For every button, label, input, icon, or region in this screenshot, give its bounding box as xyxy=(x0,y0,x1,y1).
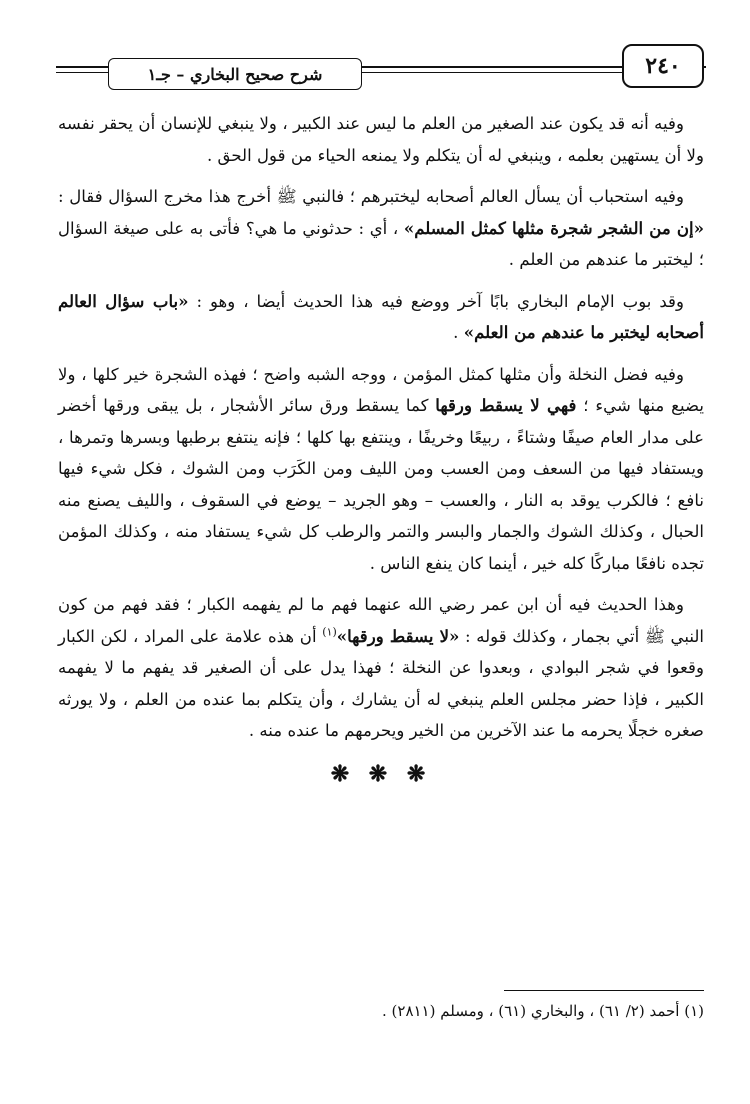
footnote-rule xyxy=(504,990,704,991)
paragraph-4-text-a: وفيه فضل النخلة وأن مثلها كمثل المؤمن ، ووجه الشبه واضح ؛ فهذه الشجرة خير كلها ، ولا يضيع منها شيء ؛ xyxy=(58,364,704,415)
header-rule-left-top xyxy=(56,66,110,68)
paragraph-5-text-a: وهذا الحديث فيه أن ابن عمر رضي الله عنهما فهم ما لم يفهمه الكبار ؛ فقد فهم من كون النبي ﷺ أتي بجمار ، وكذلك قوله : xyxy=(58,595,704,646)
book-title: شرح صحيح البخاري – جـ١ xyxy=(108,58,362,90)
page-header xyxy=(56,44,706,92)
paragraph-4-text-b: كما يسقط ورق سائر الأشجار ، بل يبقى ورقها أخضر على مدار العام صيفًا وشتاءً ، ربيعًا وخريفًا ، وينتفع بها كلها ؛ فإنه ينتفع برطبها وبسرها وتمرها ، ويستفاد فيها من السعف ومن العسب ومن الليف ومن الكَرَب ومن الشوك ، فكل شيء فيها نافع ؛ فالكرب يوقد به النار ، والعسب – وهو الجريد – يوضع في السقوف ، والليف يصنع منه الحبال ، وكذلك الشوك والجمار والبسر والتمر والرطب كل شيء يستفاد منه ، وكذلك المؤمن تجده نافعًا مباركًا كله خير ، أينما كان ينفع الناس . xyxy=(58,396,704,573)
chapter-title-quote: «باب سؤال العالم أصحابه ليختبر ما عندهم من العلم» xyxy=(58,290,704,342)
paragraph-3 xyxy=(58,286,704,349)
hadith-quote: «إن من الشجر شجرة مثلها كمثل المسلم» xyxy=(403,217,704,238)
section-separator: ❋ ❋ ❋ xyxy=(330,760,432,787)
paragraph-1-text: وفيه أنه قد يكون عند الصغير من العلم ما ليس عند الكبير ، ولا ينبغي للإنسان أن يحقر نفسه ولا أن يستهين بعلمه ، وينبغي له أن يتكلم ولا يمنعه الحياء من قول الحق . xyxy=(58,114,704,165)
paragraph-5-text-b: أن هذه علامة على المراد ، لكن الكبار وقعوا في شجر البوادي ، وبعدوا عن النخلة ؛ فهذا يدل على أن الصغير قد يفهم ما لا يفهمه الكبير ، فإذا حضر مجلس العلم ينبغي له أن يشارك ، وأن يتكلم بما عنده من العلم ، ولا يورثه صغره خجلًا يحرمه ما عند الآخرين من الخير ويحرمهم ما عنده منه . xyxy=(58,626,704,740)
paragraph-5 xyxy=(58,589,704,747)
paragraph-1 xyxy=(58,108,704,171)
paragraph-3-text-a: وقد بوب الإمام البخاري بابًا آخر ووضع فيه هذا الحديث أيضا ، وهو : xyxy=(188,291,684,311)
footnote: (١) أحمد (٢/ ٦١) ، والبخاري (٦١) ، ومسلم (٢٨١١) . xyxy=(382,1002,704,1020)
header-rule-left-bottom xyxy=(56,72,110,73)
page-body xyxy=(58,108,704,790)
paragraph-2-text-b: ، أي : حدثوني ما هي؟ فأتى به على صيغة السؤال ؛ ليختبر ما عندهم من العلم . xyxy=(58,218,704,269)
header-rule-middle-bottom xyxy=(362,72,624,73)
header-rule-middle-top xyxy=(362,66,624,68)
page-number: ٢٤٠ xyxy=(622,44,704,88)
paragraph-2-text-a: وفيه استحباب أن يسأل العالم أصحابه ليختبرهم ؛ فالنبي ﷺ أخرج هذا مخرج السؤال فقال : xyxy=(58,187,684,206)
paragraph-3-text-b: . xyxy=(453,323,464,342)
paragraph-2 xyxy=(58,181,704,276)
paragraph-4 xyxy=(58,359,704,580)
quoted-saying: «لا يسقط ورقها» xyxy=(336,625,460,646)
emphasis-phrase: فهي لا يسقط ورقها xyxy=(435,395,577,415)
footnote-marker: (١) xyxy=(322,624,337,638)
